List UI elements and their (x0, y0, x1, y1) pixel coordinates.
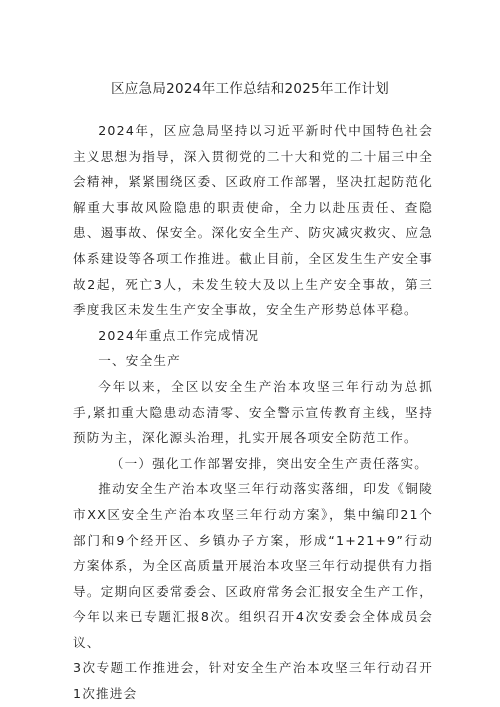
implementation-paragraph: 推动安全生产治本攻坚三年行动落实落细，印发《铜陵市XX区安全生产治本攻坚三年行动方案》，集中编印21个部门和9个经开区、乡镇办子方案，形成“1+21+9”行动方案体系，为全区高质量开展治本攻坚三年行动提供有力指导。定期向区委常委会、区政府常务会汇报安全生产工作，今年以来已专题汇报8次。组织召开4次安委会全体成员会议、 (73, 481, 433, 650)
safety-overview-paragraph: 今年以来，全区以安全生产治本攻坚三年行动为总抓手,紧扣重大隐患动态清零、安全警示宣传教育主线，坚持预防为主，深化源头治理，扎实开展各项安全防范工作。 (73, 378, 433, 446)
section-heading-safety-production: 一、安全生产 (98, 353, 181, 369)
section-heading-key-work: 2024年重点工作完成情况 (98, 327, 260, 343)
continuation-paragraph: 3次专题工作推进会，针对安全生产治本攻坚三年行动召开1次推进会 (73, 660, 433, 702)
intro-paragraph: 2024年，区应急局坚持以习近平新时代中国特色社会主义思想为指导，深入贯彻党的二十大和党的二十届三中全会精神，紧紧围绕区委、区政府工作部署，坚决扛起防范化解重大事故风险隐患的职责使命，全力以赴压责任、查隐患、遏事故、保安全。深化安全生产、防灾减灾救灾、应急体系建设等各项工作推进。截止目前，全区发生生产安全事故2起，死亡3人，未发生较大及以上生产安全事故，第三季度我区未发生生产安全事故，安全生产形势总体平稳。 (73, 123, 433, 318)
document-body (73, 118, 433, 707)
document-title: 区应急局2024年工作总结和2025年工作计划 (110, 81, 390, 97)
subsection-heading-1: （一）强化工作部署安排，突出安全生产责任落实。 (110, 455, 429, 471)
